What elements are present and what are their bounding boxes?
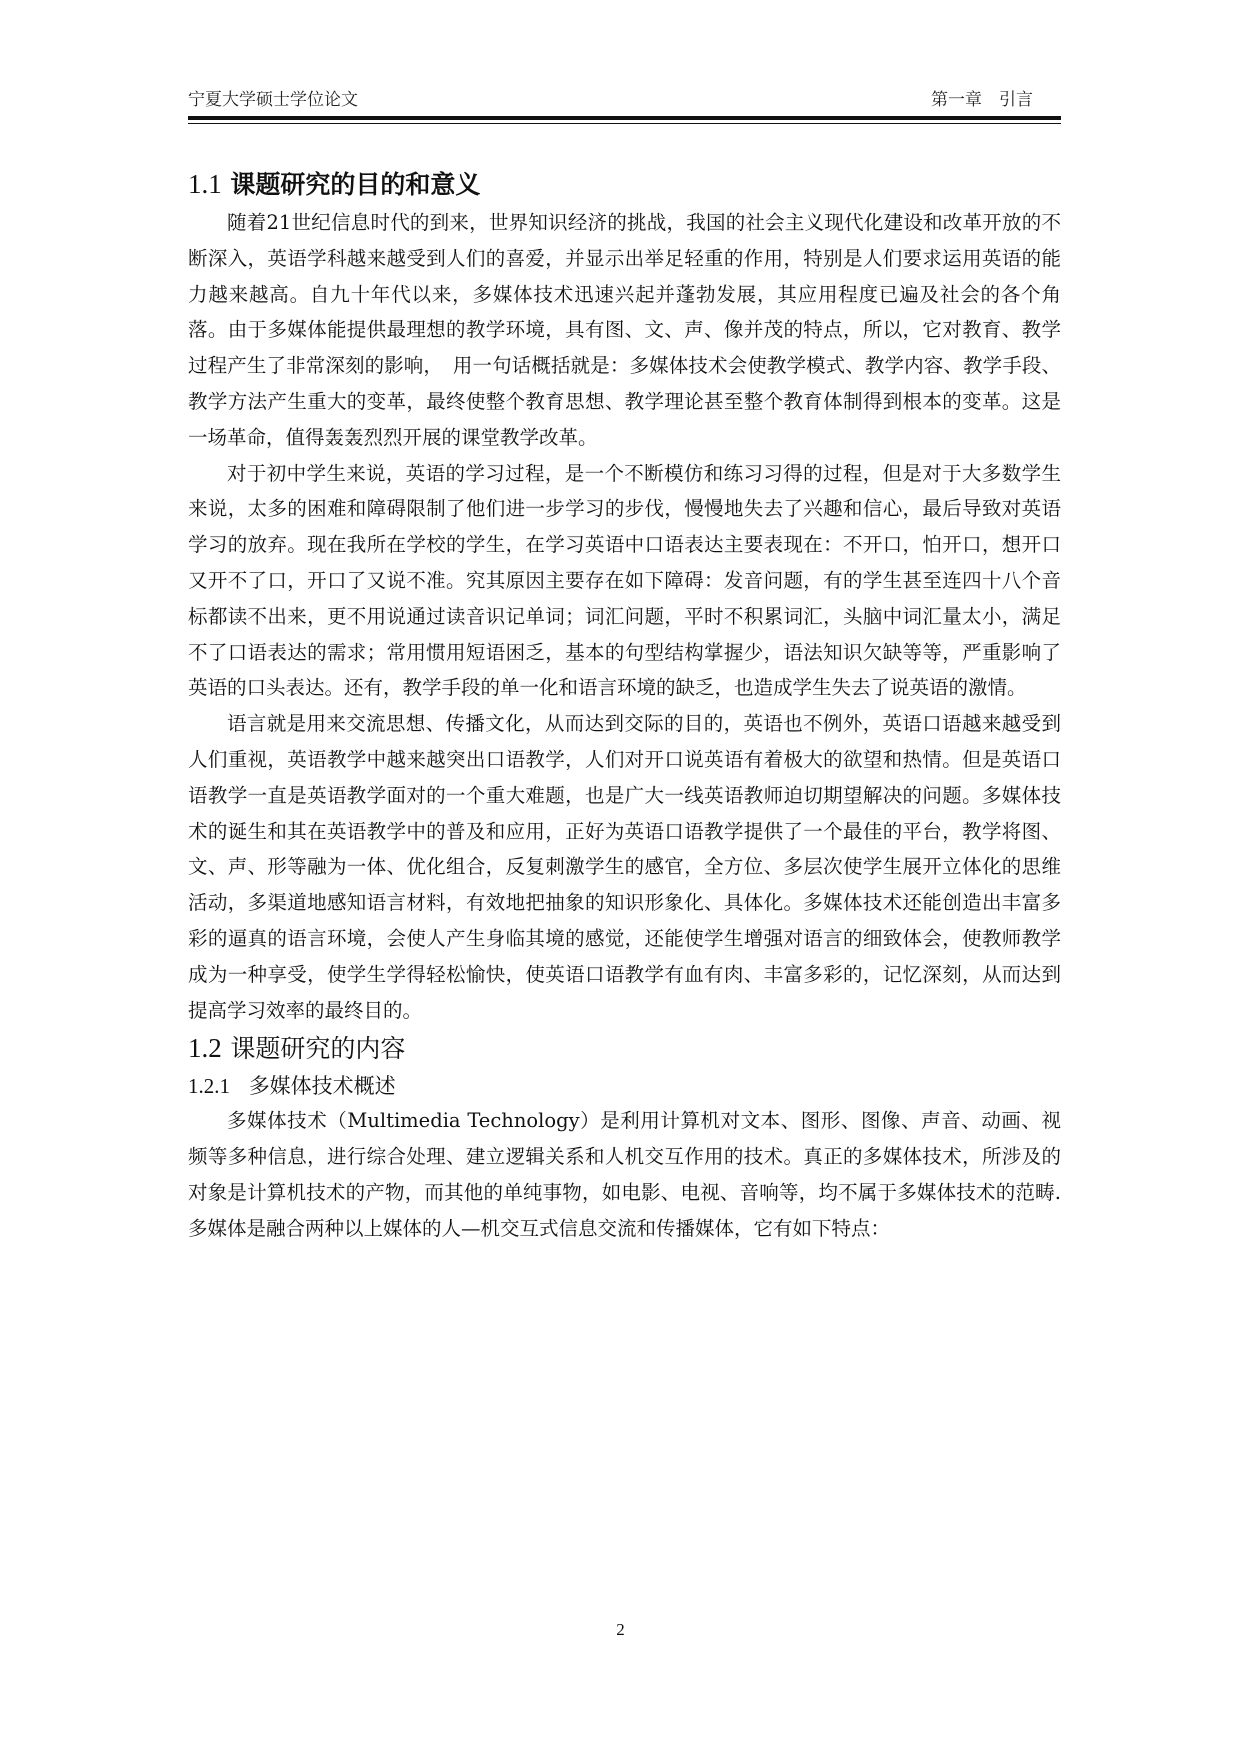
running-header	[188, 86, 1061, 114]
section-number: 1.1	[188, 169, 222, 199]
subsection-title: 多媒体技术概述	[248, 1074, 396, 1099]
paragraph: 语言就是用来交流思想、传播文化，从而达到交际的目的，英语也不例外，英语口语越来越受到人们重视，英语教学中越来越突出口语教学，人们对开口说英语有着极大的欲望和热情。但是英语口语教学一直是英语教学面对的一个重大难题，也是广大一线英语教师迫切期望解决的问题。多媒体技术的诞生和其在英语教学中的普及和应用，正好为英语口语教学提供了一个最佳的平台，教学将图、文、声、形等融为一体、优化组合，反复刺激学生的感官，全方位、多层次使学生展开立体化的思维活动，多渠道地感知语言材料，有效地把抽象的知识形象化、具体化。多媒体技术还能创造出丰富多彩的逼真的语言环境，会使人产生身临其境的感觉，还能使学生增强对语言的细致体会，使教师教学成为一种享受，使学生学得轻松愉快，使英语口语教学有血有肉、丰富多彩的，记忆深刻，从而达到提高学习效率的最终目的。	[188, 712, 1061, 1022]
section-title: 课题研究的目的和意义	[230, 170, 481, 199]
page-number: 2	[616, 1620, 625, 1639]
section-title: 课题研究的内容	[230, 1034, 406, 1064]
paragraph: 随着21世纪信息时代的到来，世界知识经济的挑战，我国的社会主义现代化建设和改革开放的不断深入，英语学科越来越受到人们的喜爱，并显示出举足轻重的作用，特别是人们要求运用英语的能力越来越高。自九十年代以来，多媒体技术迅速兴起并蓬勃发展，其应用程度已遍及社会的各个角落。由于多媒体能提供最理想的教学环境，具有图、文、声、像并茂的特点，所以，它对教育、教学过程产生了非常深刻的影响， 用一句话概括就是：多媒体技术会使教学模式、教学内容、教学手段、教学方法产生重大的变革，最终使整个教育思想、教学理论甚至整个教育体制得到根本的变革。这是一场革命，值得轰轰烈烈开展的课堂教学改革。	[188, 211, 1061, 449]
subsection-heading-1-2-1	[188, 1069, 1061, 1103]
paragraph: 多媒体技术（Multimedia Technology）是利用计算机对文本、图形、图像、声音、动画、视频等多种信息，进行综合处理、建立逻辑关系和人机交互作用的技术。真正的多媒体技术，所涉及的对象是计算机技术的产物，而其他的单纯事物，如电影、电视、音响等，均不属于多媒体技术的范畴. 多媒体是融合两种以上媒体的人—机交互式信息交流和传播媒体，它有如下特点：	[188, 1109, 1061, 1240]
subsection-number: 1.2.1	[188, 1074, 230, 1099]
header-chapter-title: 第一章 引言	[931, 90, 1033, 110]
section-heading-1-1	[188, 164, 1061, 205]
header-rule-thin	[188, 123, 1061, 124]
page-content	[188, 164, 1061, 1247]
header-thesis-title: 宁夏大学硕士学位论文	[188, 90, 358, 110]
section-heading-1-2	[188, 1028, 1061, 1069]
section-number: 1.2	[188, 1033, 222, 1064]
header-rule-thick	[188, 116, 1061, 120]
paragraph: 对于初中学生来说，英语的学习过程，是一个不断模仿和练习习得的过程，但是对于大多数学生来说，太多的困难和障碍限制了他们进一步学习的步伐，慢慢地失去了兴趣和信心，最后导致对英语学习的放弃。现在我所在学校的学生，在学习英语中口语表达主要表现在：不开口，怕开口，想开口又开不了口，开口了又说不准。究其原因主要存在如下障碍：发音问题，有的学生甚至连四十八个音标都读不出来，更不用说通过读音识记单词；词汇问题，平时不积累词汇，头脑中词汇量太小，满足不了口语表达的需求；常用惯用短语困乏，基本的句型结构掌握少，语法知识欠缺等等，严重影响了英语的口头表达。还有，教学手段的单一化和语言环境的缺乏，也造成学生失去了说英语的激情。	[188, 461, 1061, 700]
